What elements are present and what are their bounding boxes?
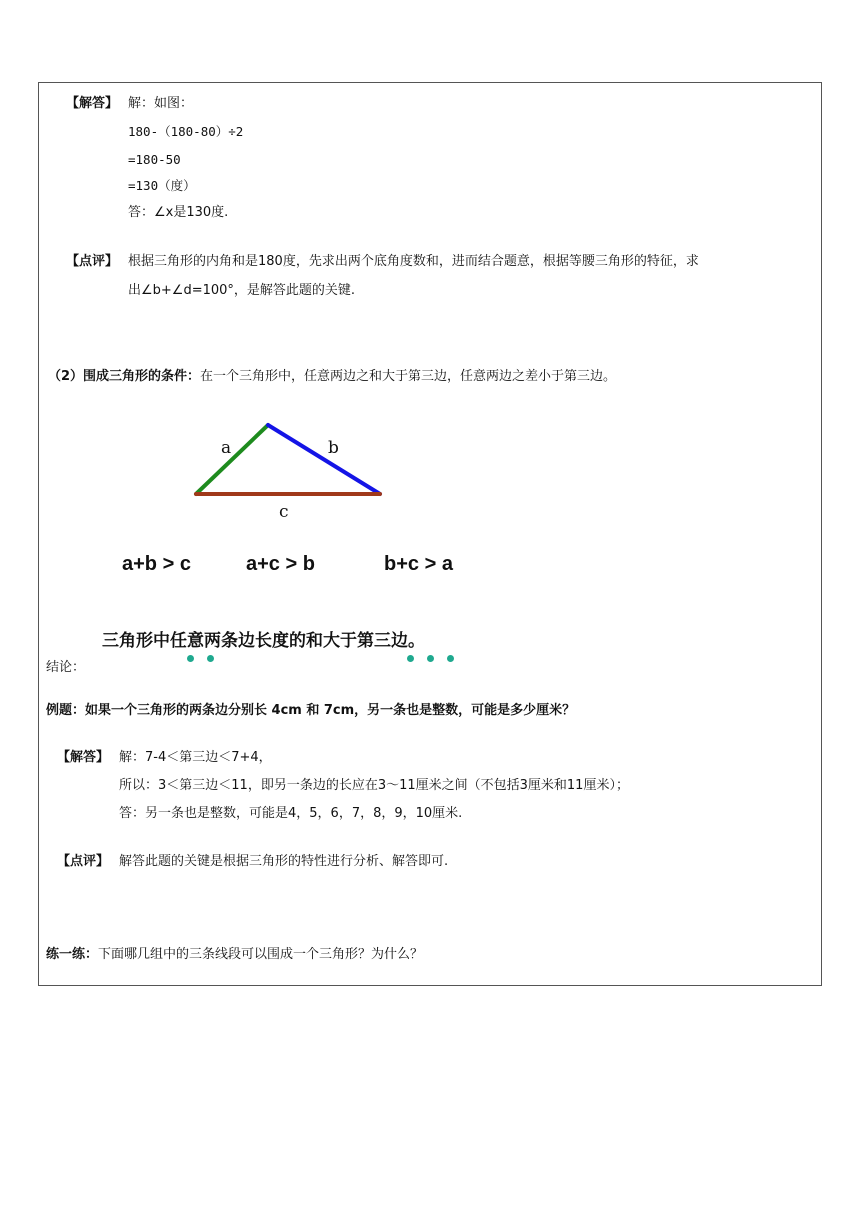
answer-intro: 解：如图： bbox=[128, 96, 194, 111]
conclusion-label: 结论： bbox=[46, 660, 86, 675]
answer-line: 解：7-4＜第三边＜7+4， bbox=[119, 750, 272, 765]
emphasis-dot bbox=[447, 655, 454, 662]
emphasis-dot bbox=[427, 655, 434, 662]
answer-conclusion: 答：∠x是130度. bbox=[128, 205, 229, 220]
section-text: 在一个三角形中，任意两边之和大于第三边，任意两边之差小于第三边。 bbox=[200, 369, 617, 384]
comment-tag: 【点评】 bbox=[57, 854, 110, 869]
side-a-line bbox=[196, 425, 268, 494]
practice-heading: 练一练： bbox=[46, 947, 99, 962]
comment-text: 解答此题的关键是根据三角形的特性进行分析、解答即可. bbox=[119, 854, 449, 869]
inequality: a+c > b bbox=[246, 553, 315, 575]
calc-line: 180-（180-80）÷2 bbox=[128, 124, 244, 139]
side-a-label: a bbox=[221, 438, 232, 458]
practice-text: 下面哪几组中的三条线段可以围成一个三角形？为什么？ bbox=[98, 947, 424, 962]
emphasis-dot bbox=[207, 655, 214, 662]
section-heading: （2）围成三角形的条件： bbox=[48, 369, 201, 384]
comment-text: 出∠b+∠d=100°，是解答此题的关键. bbox=[128, 283, 356, 298]
answer-line: 答：另一条也是整数，可能是4，5，6，7，8，9，10厘米. bbox=[119, 806, 463, 821]
answer-tag: 【解答】 bbox=[57, 750, 110, 765]
comment-tag: 【点评】 bbox=[66, 254, 119, 269]
inequality: a+b > c bbox=[122, 553, 191, 575]
answer-line: 所以：3＜第三边＜11，即另一条边的长应在3～11厘米之间（不包括3厘米和11厘米）； bbox=[119, 778, 629, 793]
calc-line: =130（度） bbox=[128, 178, 196, 193]
example-question: 例题：如果一个三角形的两条边分别长 4cm 和 7cm，另一条也是整数，可能是多少厘米？ bbox=[46, 703, 576, 718]
side-c-label: c bbox=[279, 502, 289, 522]
side-b-line bbox=[268, 425, 380, 494]
conclusion-statement: 三角形中任意两条边长度的和大于第三边。 bbox=[102, 631, 425, 651]
calc-line: =180-50 bbox=[128, 152, 181, 167]
comment-text: 根据三角形的内角和是180度，先求出两个底角度数和，进而结合题意，根据等腰三角形的特征，求 bbox=[128, 254, 699, 269]
side-b-label: b bbox=[328, 438, 339, 458]
inequality: b+c > a bbox=[384, 553, 453, 575]
practice-line bbox=[46, 947, 423, 963]
emphasis-dot bbox=[187, 655, 194, 662]
answer-tag: 【解答】 bbox=[66, 96, 119, 111]
emphasis-dot bbox=[407, 655, 414, 662]
